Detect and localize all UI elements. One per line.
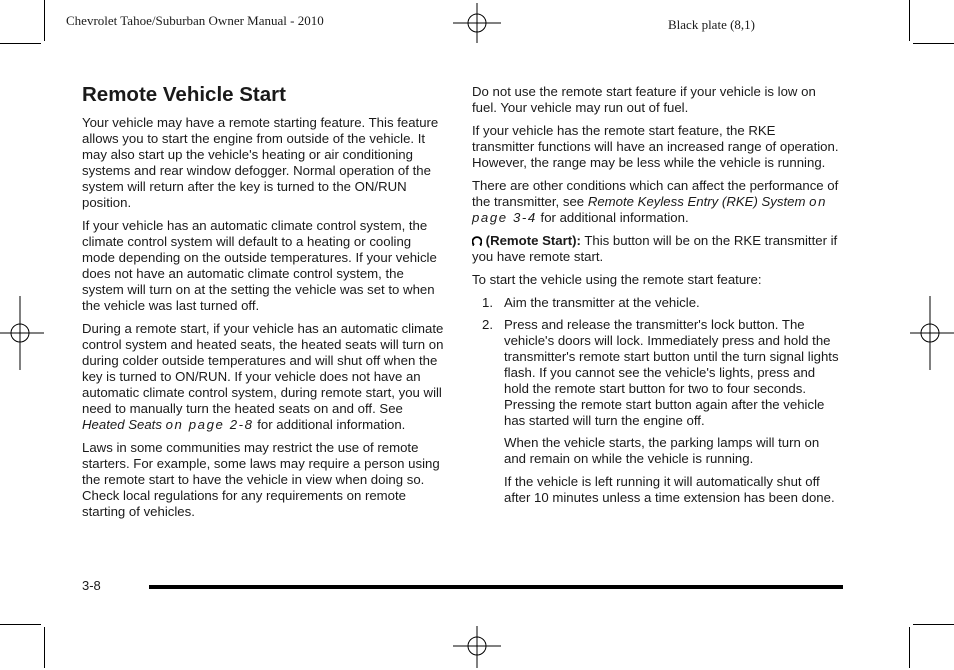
paragraph-text: During a remote start, if your vehicle has an automatic climate control system and heated seats, the heated seats will turn on during colder outside temperatures and will shut off when the key is turned to ON/RUN. If your vehicle does not have an automatic climate control system, during remote start, you will need to manually turn the heated seats on and off. See bbox=[82, 321, 444, 416]
crop-mark bbox=[44, 627, 45, 668]
paragraph: If your vehicle has the remote start feature, the RKE transmitter functions will have an increased range of operation. However, the range may be less while the vehicle is running. bbox=[472, 123, 839, 170]
step-text: Press and release the transmitter's lock button. The vehicle's doors will lock. Immediately press and hold the transmitter's remote start button until the turn signal lights flash. If you cannot see the vehicle's lights, press and hold the remote start button for two to four seconds. Pressing the remote start button again after the vehicle has started will turn the engine off. bbox=[504, 317, 839, 428]
plate-label: Black plate (8,1) bbox=[668, 17, 755, 32]
right-column bbox=[472, 84, 840, 513]
paragraph: If your vehicle has an automatic climate control system, the climate control system will default to a heating or cooling mode depending on the outside temperatures. If your vehicle does not have an automatic climate control system, the system will turn on at the setting the vehicle was set to when the vehicle was last turned off. bbox=[82, 218, 437, 313]
page-reference-link[interactable]: on page 3-4 bbox=[472, 194, 828, 225]
step-note: If the vehicle is left running it will automatically shut off after 10 minutes unless a time extension has been done. bbox=[504, 474, 835, 505]
crop-mark bbox=[0, 624, 41, 625]
registration-mark-icon bbox=[453, 622, 501, 670]
paragraph-text: There are other conditions which can affect the performance of the transmitter, see bbox=[472, 178, 839, 209]
crop-mark bbox=[909, 0, 910, 41]
crop-mark bbox=[913, 43, 954, 44]
list-item bbox=[472, 295, 840, 311]
step-number: 1. bbox=[482, 295, 493, 310]
paragraph bbox=[82, 321, 444, 433]
paragraph: Laws in some communities may restrict the use of remote starters. For example, some laws may require a person using the remote start to have the vehicle in view when doing so. Check local regulations for any requirements on remote starting of vehicles. bbox=[82, 440, 440, 519]
paragraph bbox=[472, 233, 840, 265]
remote-start-icon bbox=[472, 234, 482, 246]
crop-mark bbox=[913, 624, 954, 625]
page-number: 3-8 bbox=[82, 578, 101, 593]
section-title: Remote Vehicle Start bbox=[82, 83, 286, 106]
paragraph-text: This button will be on the RKE transmitter if you have remote start. bbox=[472, 233, 838, 264]
step-text: Aim the transmitter at the vehicle. bbox=[504, 295, 700, 310]
paragraph-text: for additional information. bbox=[253, 417, 406, 432]
step-list bbox=[472, 295, 840, 429]
footer-rule bbox=[149, 585, 843, 589]
paragraph: To start the vehicle using the remote start feature: bbox=[472, 272, 762, 287]
manual-title: Chevrolet Tahoe/Suburban Owner Manual - 2010 bbox=[66, 13, 324, 28]
step-note: When the vehicle starts, the parking lamps will turn on and remain on while the vehicle is running. bbox=[504, 435, 820, 466]
list-item bbox=[472, 317, 840, 429]
crop-mark bbox=[0, 43, 41, 44]
left-column bbox=[82, 83, 444, 527]
registration-mark-icon bbox=[0, 296, 44, 370]
paragraph: Do not use the remote start feature if your vehicle is low on fuel. Your vehicle may run out of fuel. bbox=[472, 84, 816, 115]
crop-mark bbox=[909, 627, 910, 668]
button-label: (Remote Start): bbox=[485, 233, 581, 248]
paragraph-text: for additional information. bbox=[536, 210, 689, 225]
registration-mark-icon bbox=[453, 3, 501, 51]
page-reference-link[interactable]: on page 2-8 bbox=[165, 417, 254, 432]
cross-reference-link[interactable]: Remote Keyless Entry (RKE) System bbox=[587, 194, 806, 209]
crop-mark bbox=[44, 0, 45, 41]
paragraph bbox=[472, 178, 840, 226]
step-number: 2. bbox=[482, 317, 493, 332]
cross-reference-link[interactable]: Heated Seats bbox=[82, 417, 162, 432]
registration-mark-icon bbox=[910, 296, 954, 370]
paragraph: Your vehicle may have a remote starting feature. This feature allows you to start the engine from outside of the vehicle. It may also start up the vehicle's heating or air conditioning systems and rear window defogger. Normal operation of the system will return after the key is turned to the ON/RUN position. bbox=[82, 115, 439, 210]
